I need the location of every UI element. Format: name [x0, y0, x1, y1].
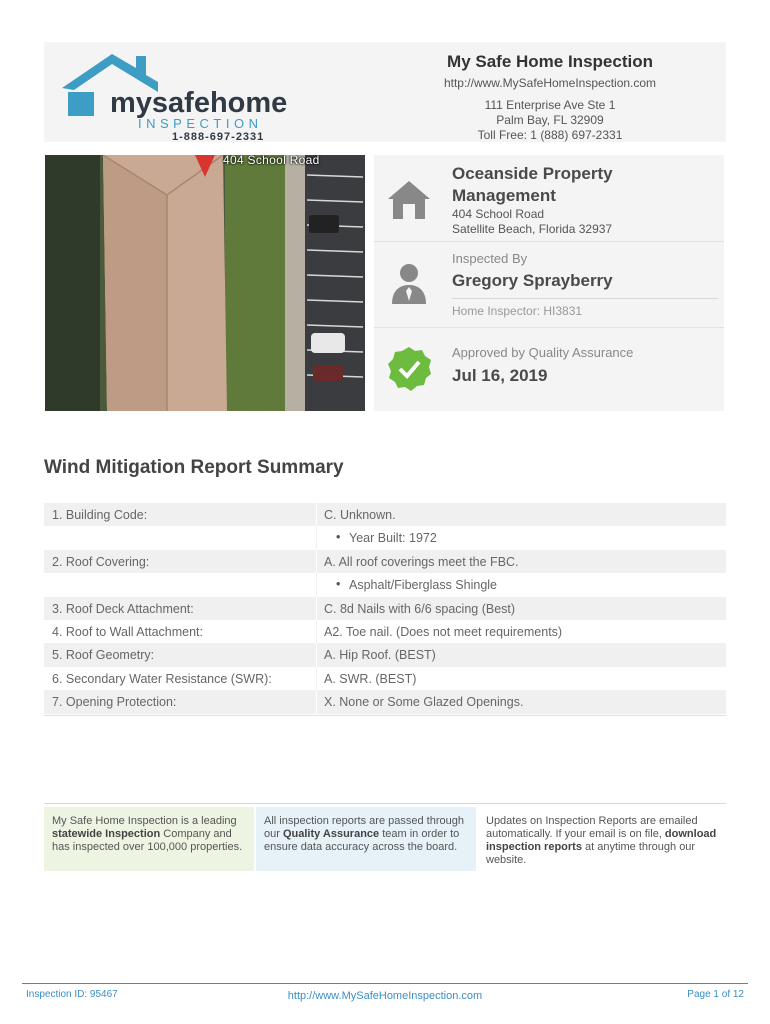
summary-row — [44, 643, 726, 666]
aerial-photo — [45, 155, 365, 411]
summary-row — [44, 550, 726, 573]
inspector-divider — [452, 298, 718, 299]
summary-row-value: A. All roof coverings meet the FBC. — [324, 554, 519, 569]
approval-label: Approved by Quality Assurance — [452, 345, 634, 360]
property-owner-line2: Management — [452, 186, 556, 205]
approval-row — [374, 328, 724, 411]
summary-subrow — [44, 573, 726, 596]
svg-text:mysafehome: mysafehome — [110, 87, 288, 119]
summary-row-label: 2. Roof Covering: — [52, 554, 150, 569]
inspector-person-icon — [386, 260, 432, 306]
inspection-id: Inspection ID: 95467 — [26, 989, 118, 1000]
inspector-row — [374, 242, 724, 328]
property-address-line1: 404 School Road — [452, 207, 545, 221]
svg-text:1-888-697-2331: 1-888-697-2331 — [172, 131, 265, 140]
info-boxes — [44, 803, 726, 870]
summary-row-label: 7. Opening Protection: — [52, 695, 177, 710]
house-icon — [386, 177, 432, 223]
page-footer — [22, 983, 748, 1004]
summary-row-detail: • Asphalt/Fiberglass Shingle — [349, 578, 497, 592]
property-address — [452, 207, 612, 237]
property-address-line2: Satellite Beach, Florida 32937 — [452, 222, 613, 236]
company-name: My Safe Home Inspection — [447, 52, 653, 71]
map-street-label: 404 School Road — [223, 155, 320, 167]
summary-row-detail: • Year Built: 1972 — [349, 531, 437, 545]
property-owner — [452, 163, 712, 207]
summary-row-value: C. Unknown. — [324, 508, 396, 522]
summary-row — [44, 597, 726, 620]
company-address-line2: Palm Bay, FL 32909 — [496, 113, 604, 127]
aerial-map-graphic — [45, 155, 365, 411]
summary-title: Wind Mitigation Report Summary — [44, 457, 344, 478]
summary-row-value: A. SWR. (BEST) — [324, 671, 417, 686]
company-toll-free: Toll Free: 1 (888) 697-2331 — [477, 128, 623, 142]
footer-url[interactable]: http://www.MySafeHomeInspection.com — [287, 990, 483, 1002]
summary-row-label: 4. Roof to Wall Attachment: — [52, 624, 203, 639]
summary-row-label: 3. Roof Deck Attachment: — [52, 601, 194, 616]
summary-row-label: 1. Building Code: — [52, 508, 148, 522]
summary-row-value: X. None or Some Glazed Openings. — [324, 695, 524, 710]
info-box-quality: All inspection reports are passed through our Quality Assurance team in order to ensure data accuracy across the board. — [256, 807, 476, 871]
summary-row-label: 5. Roof Geometry: — [52, 648, 155, 663]
inspected-by-label: Inspected By — [452, 251, 528, 266]
summary-row — [44, 690, 726, 713]
inspector-name: Gregory Sprayberry — [452, 271, 613, 290]
summary-row-value: C. 8d Nails with 6/6 spacing (Best) — [324, 601, 516, 616]
company-url[interactable]: http://www.MySafeHomeInspection.com — [443, 76, 657, 90]
summary-row-value: A2. Toe nail. (Does not meet requirements) — [324, 624, 563, 639]
summary-row — [44, 667, 726, 690]
summary-subrow — [44, 526, 726, 549]
company-address-line1: 111 Enterprise Ave Ste 1 — [484, 98, 616, 112]
property-info-panel — [374, 155, 724, 411]
page-number: Page 1 of 12 — [687, 989, 744, 1000]
summary-row — [44, 620, 726, 643]
info-box-company: My Safe Home Inspection is a leading statewide Inspection Company and has inspected over 100,000 properties. — [44, 807, 254, 871]
summary-divider — [44, 715, 726, 716]
report-header — [44, 42, 726, 142]
property-owner-line1: Oceanside Property — [452, 164, 613, 183]
company-logo — [54, 48, 294, 140]
company-info — [374, 50, 726, 143]
info-box-updates: Updates on Inspection Reports are emailed automatically. If your email is on file, download inspection reports at anytime through our website. — [478, 807, 726, 871]
summary-table — [44, 503, 726, 714]
summary-row-value: A. Hip Roof. (BEST) — [324, 648, 436, 663]
approval-date: Jul 16, 2019 — [452, 366, 548, 385]
inspector-license: Home Inspector: HI3831 — [452, 304, 583, 318]
summary-row-label: 6. Secondary Water Resistance (SWR): — [52, 671, 272, 686]
company-address — [374, 98, 726, 143]
summary-row — [44, 503, 726, 526]
approved-check-icon — [386, 346, 432, 392]
property-owner-row — [374, 155, 724, 242]
svg-text:INSPECTION: INSPECTION — [138, 116, 263, 131]
